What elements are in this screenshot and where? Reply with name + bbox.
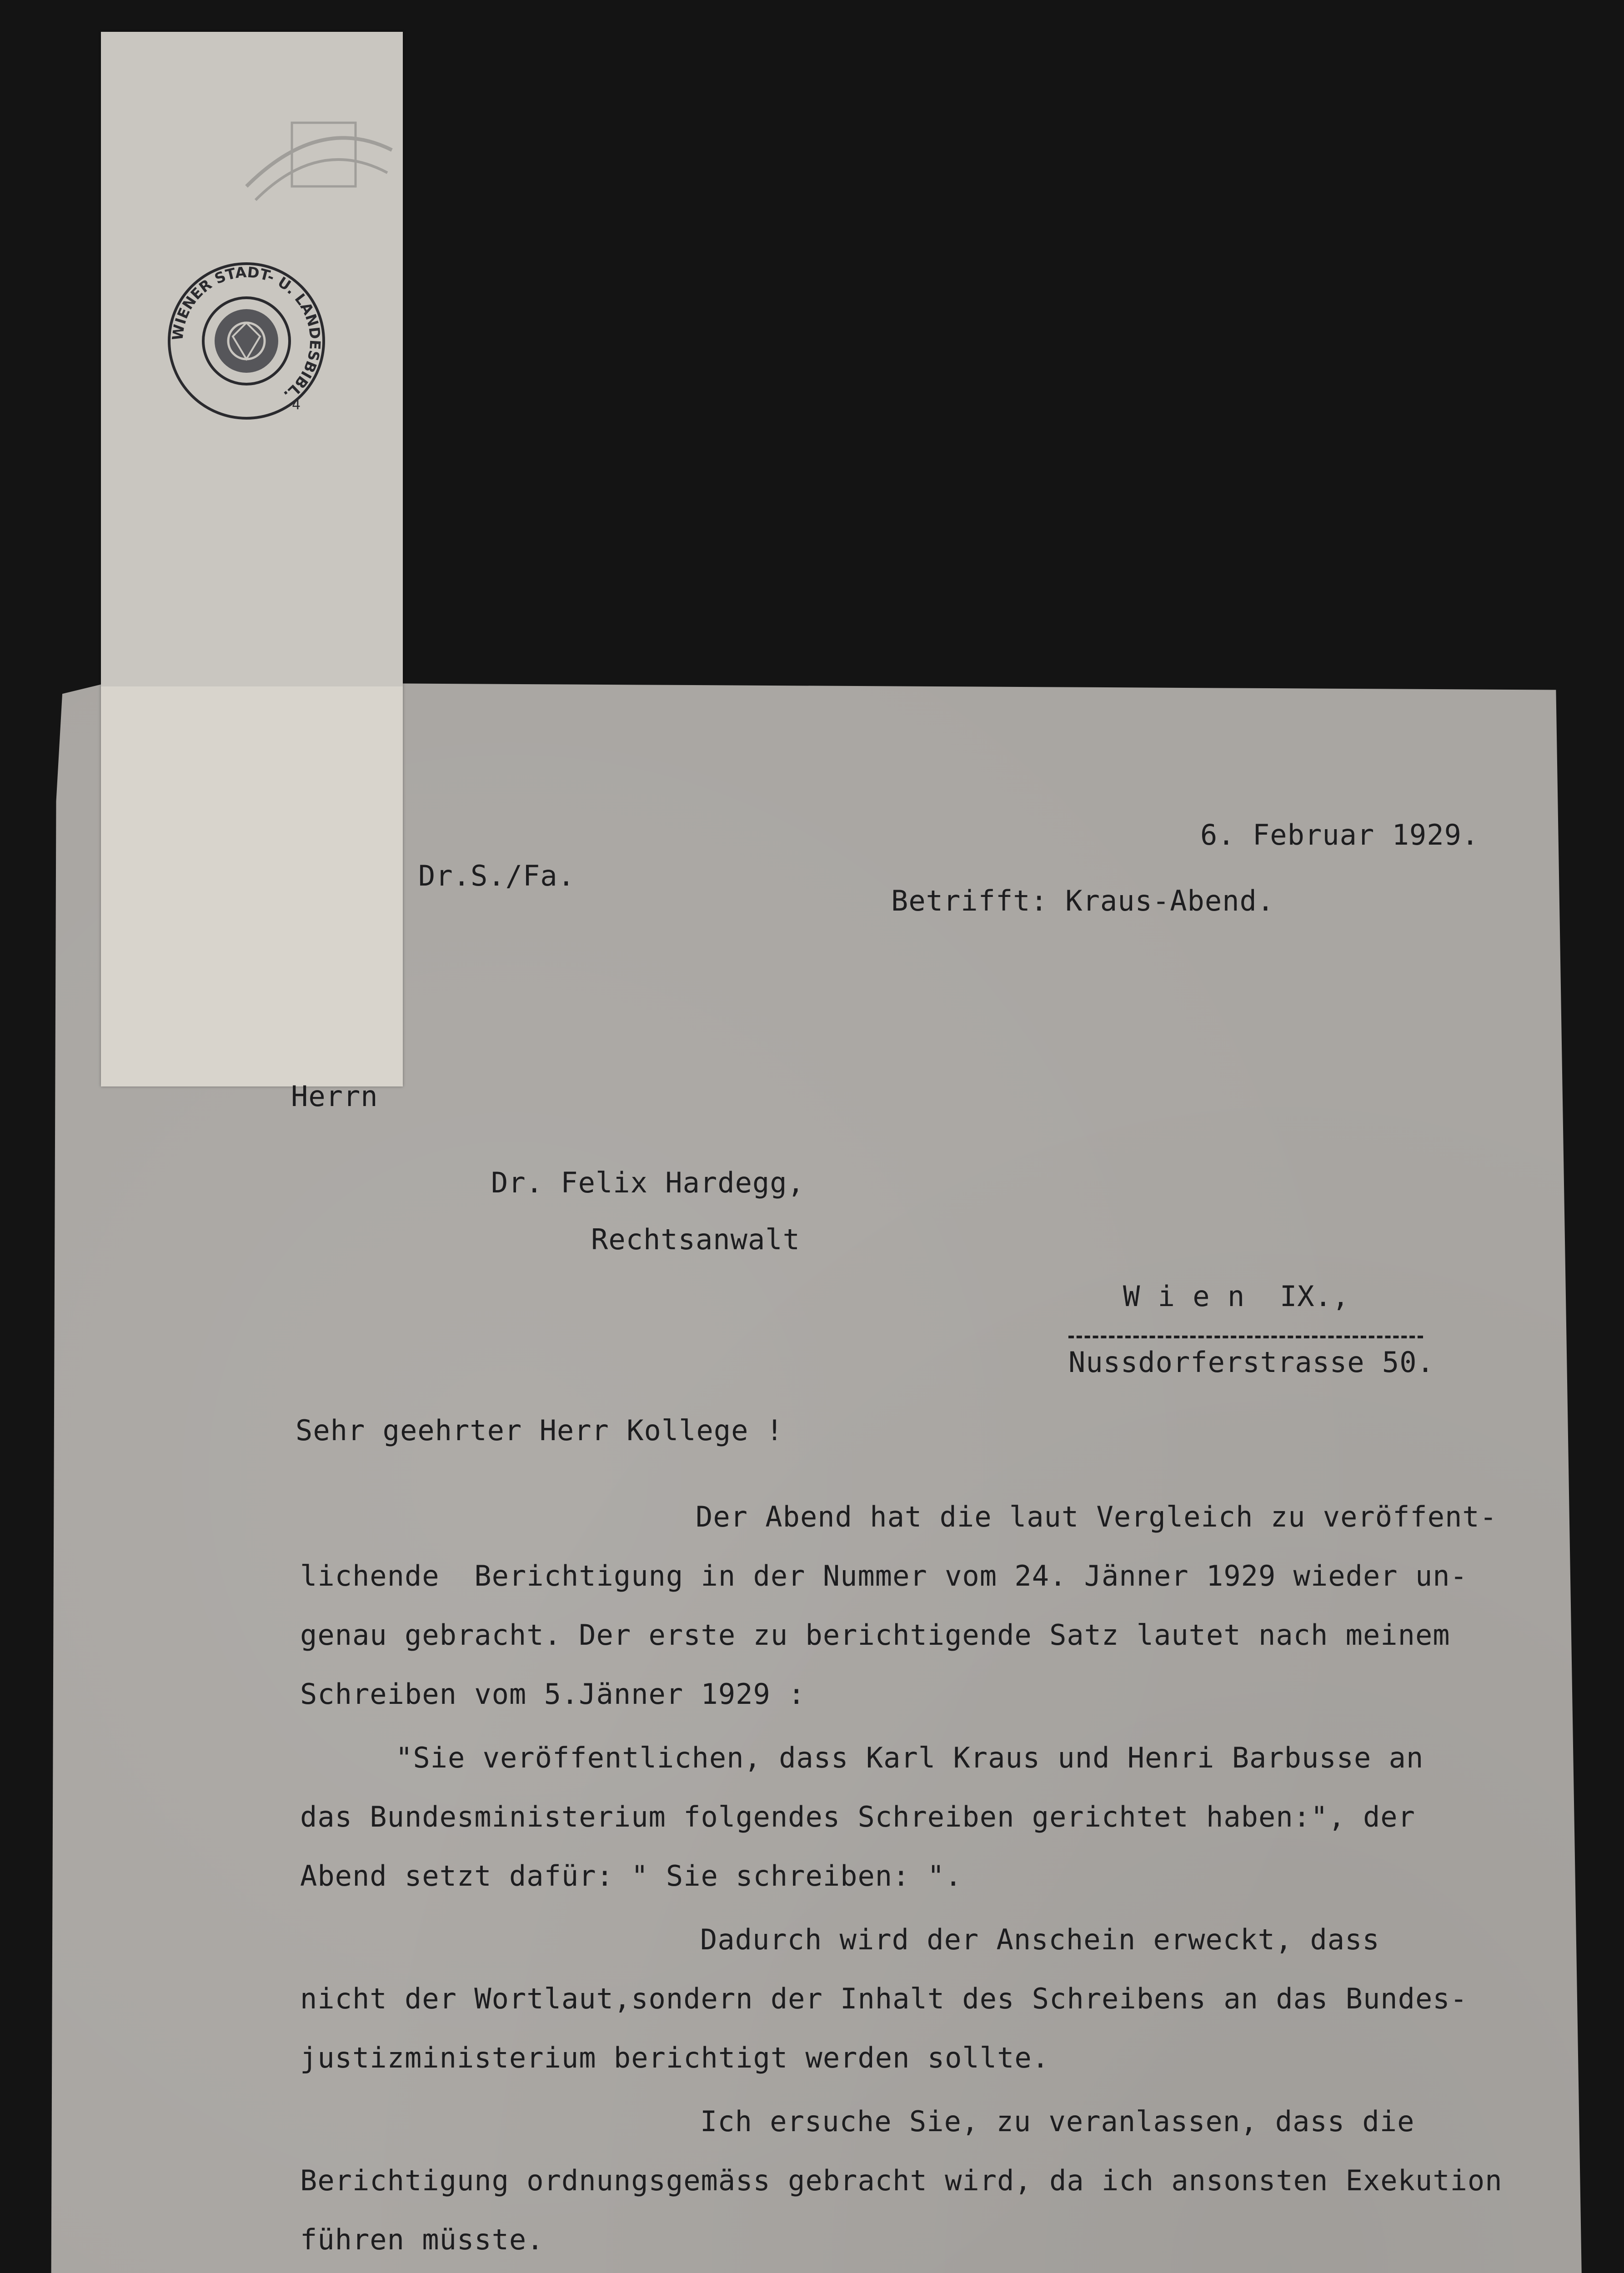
body-line: "Sie veröffentlichen, dass Karl Kraus und Henri Barbusse an <box>396 1741 1424 1774</box>
reference-code: Dr.S./Fa. <box>418 859 575 892</box>
body-line: Abend setzt dafür: " Sie schreiben: ". <box>300 1859 962 1892</box>
body-line: Der Abend hat die laut Vergleich zu veröffent- <box>696 1500 1498 1533</box>
body-line: das Bundesministerium folgendes Schreiben gerichtet haben:", der <box>300 1800 1415 1833</box>
recipient-city: W i e n IX., <box>1123 1280 1350 1313</box>
strip-lower-part <box>101 686 403 1086</box>
body-line: nicht der Wortlaut,sondern der Inhalt des Schreibens an das Bundes- <box>300 1982 1468 2015</box>
body-line: Schreiben vom 5.Jänner 1929 : <box>300 1677 806 1711</box>
address-underline <box>1068 1336 1423 1338</box>
letter-date: 6. Februar 1929. <box>1200 818 1479 851</box>
greeting: Sehr geehrter Herr Kollege ! <box>296 1414 784 1447</box>
body-line: lichende Berichtigung in der Nummer vom 24. Jänner 1929 wieder un- <box>300 1559 1468 1592</box>
recipient-title: Rechtsanwalt <box>591 1223 800 1256</box>
salutation-word: Herrn <box>291 1080 378 1113</box>
body-line: Berichtigung ordnungsgemäss gebracht wird, da ich ansonsten Exekution <box>300 2164 1503 2197</box>
body-line: Dadurch wird der Anschein erweckt, dass <box>700 1923 1380 1956</box>
library-strip <box>101 32 403 1086</box>
recipient-street: Nussdorferstrasse 50. <box>1068 1346 1434 1379</box>
body-line: führen müsste. <box>300 2223 544 2256</box>
body-line: Ich ersuche Sie, zu veranlassen, dass die <box>700 2105 1415 2138</box>
body-line: genau gebracht. Der erste zu berichtigende Satz lautet nach meinem <box>300 1618 1450 1652</box>
faint-stamp-impression <box>237 95 401 214</box>
body-line: justizministerium berichtigt werden sollte. <box>300 2041 1050 2074</box>
stamp-text: WIENER STADT- U. LANDESBIBL. <box>169 263 324 405</box>
stamp-number: 4 <box>292 397 301 413</box>
subject-line: Betrifft: Kraus-Abend. <box>891 884 1275 917</box>
library-stamp-icon <box>165 259 328 423</box>
recipient-name: Dr. Felix Hardegg, <box>491 1166 805 1199</box>
